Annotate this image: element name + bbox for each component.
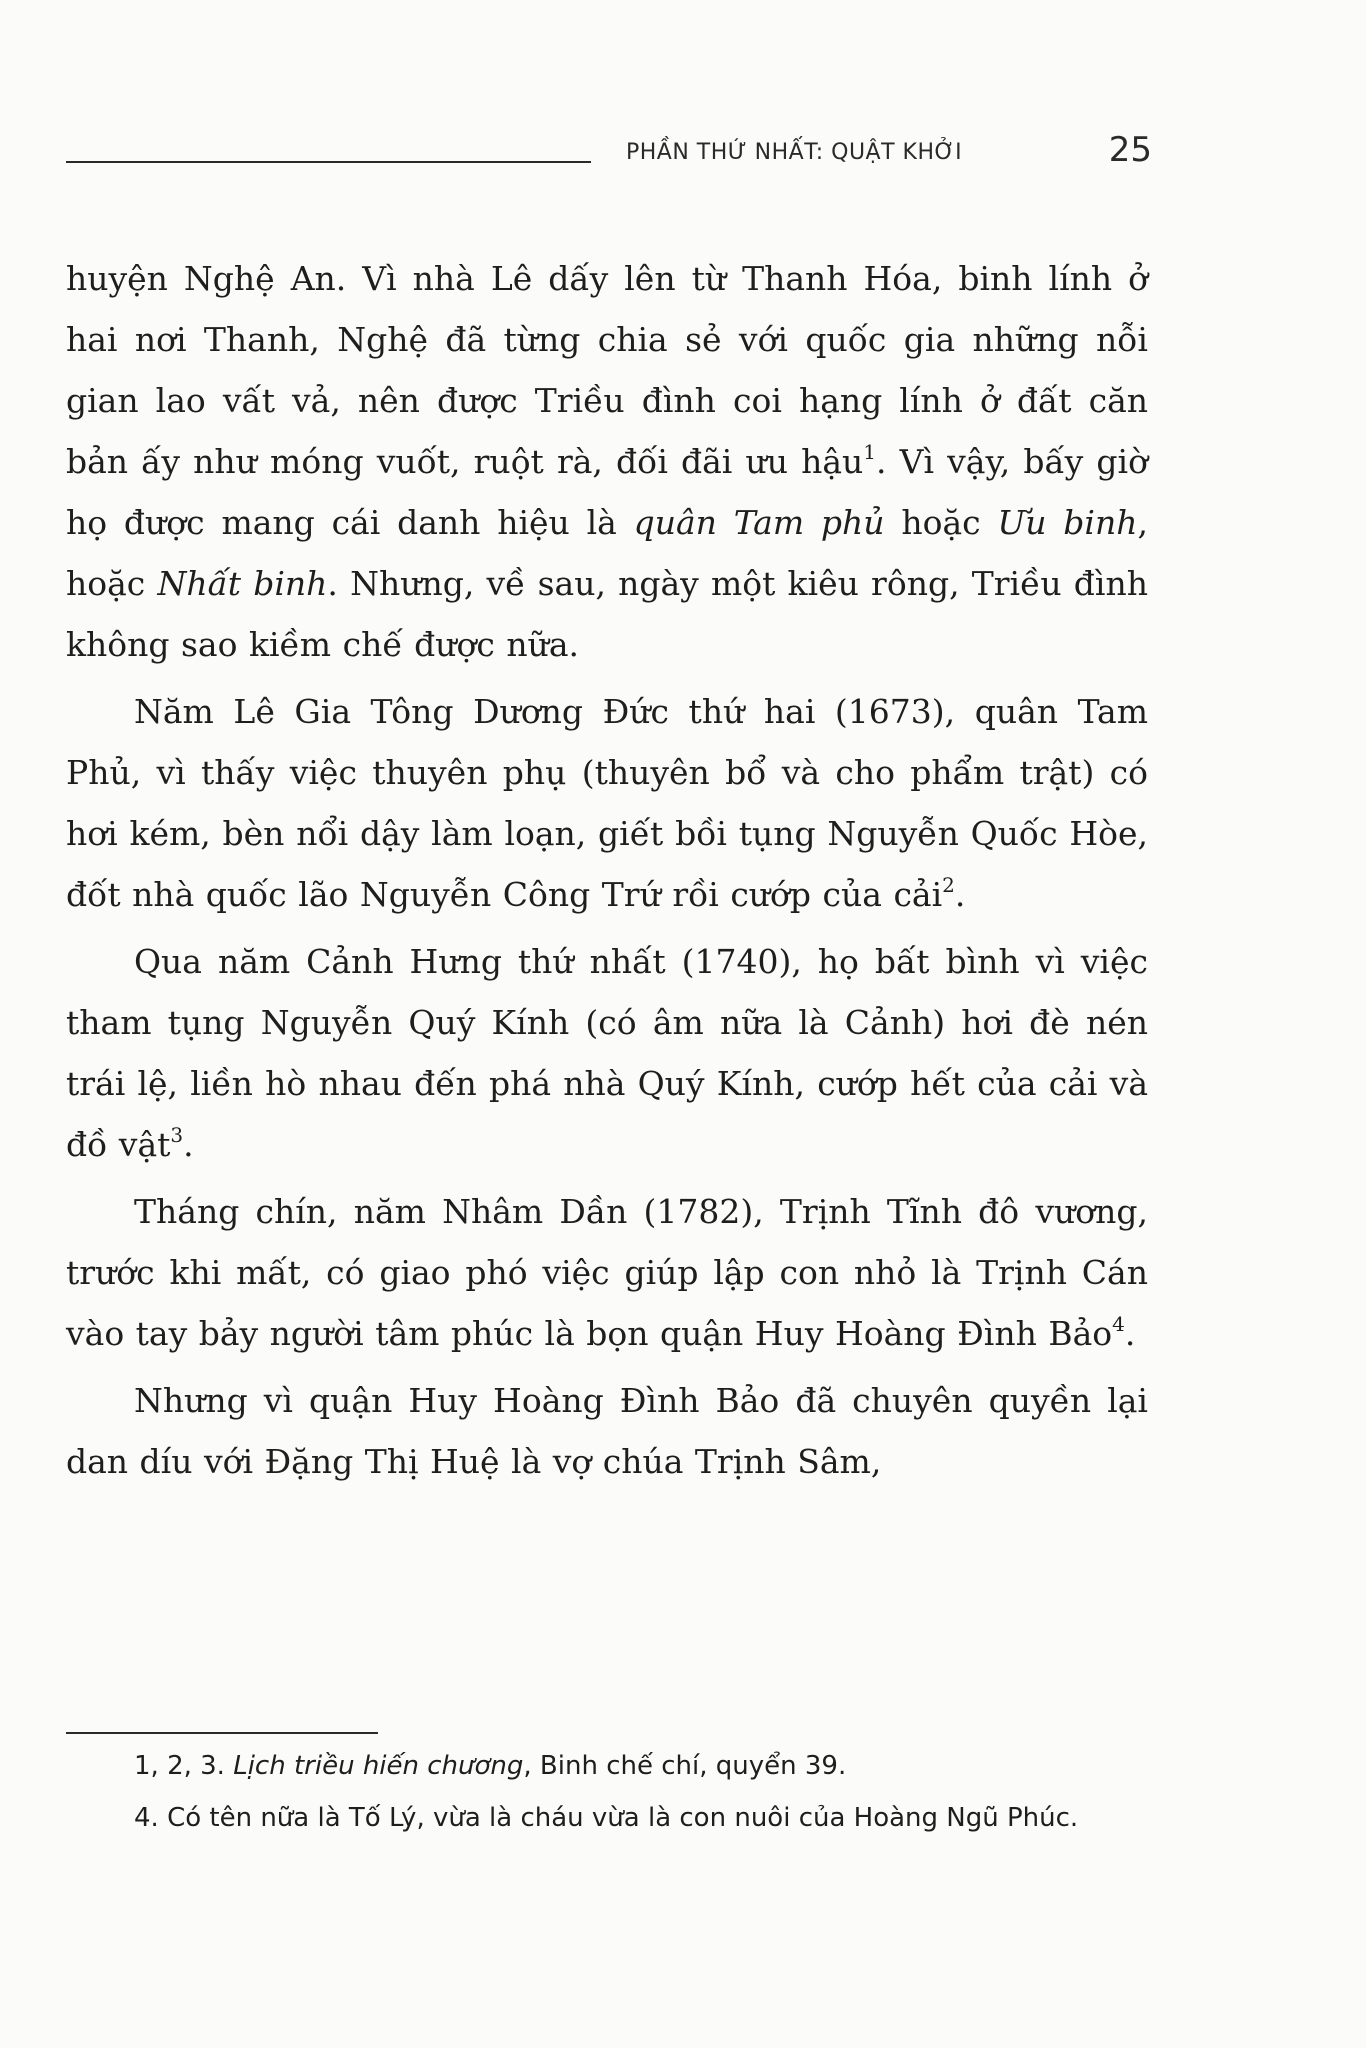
paragraph-3-text-a: Qua năm Cảnh Hưng thứ nhất (1740), họ bất bình vì việc tham tụng Nguyễn Quý Kính (có âm nữa là Cảnh) hơi đè nén trái lệ, liền hò nhau đến phá nhà Quý Kính, cướp hết của cải và đồ vật: [66, 942, 1148, 1164]
running-header: [66, 128, 1152, 178]
paragraph-4-text-b: .: [1124, 1314, 1136, 1353]
footnotes: [66, 1740, 1148, 1844]
paragraph-2: [66, 681, 1148, 925]
paragraph-5-text: Nhưng vì quận Huy Hoàng Đình Bảo đã chuyên quyền lại dan díu với Đặng Thị Huệ là vợ chúa Trịnh Sâm,: [66, 1381, 1148, 1481]
paragraph-1-text-b: . Vì vậy, bấy giờ họ được mang cái danh hiệu là: [66, 442, 1148, 542]
paragraph-1-text-a: huyện Nghệ An. Vì nhà Lê dấy lên từ Thanh Hóa, binh lính ở hai nơi Thanh, Nghệ đã từng chia sẻ với quốc gia những nỗi gian lao vất vả, nên được Triều đình coi hạng lính ở đất căn bản ấy như móng vuốt, ruột rà, đối đãi ưu hậu: [66, 259, 1148, 481]
footnote-ref-2: 2: [942, 873, 955, 897]
footnote-1-suffix: , Binh chế chí, quyển 39.: [523, 1751, 847, 1781]
paragraph-1-text-e: . Nhưng, về sau, ngày một kiêu rông, Triều đình không sao kiềm chế được nữa.: [66, 564, 1148, 664]
footnote-1-source-title: Lịch triều hiến chương: [233, 1751, 524, 1781]
paragraph-5: [66, 1370, 1148, 1492]
term-nhat-binh: Nhất binh: [157, 564, 328, 603]
body-text: [66, 248, 1148, 1492]
footnote-ref-3: 3: [170, 1123, 184, 1147]
term-uu-binh: Ưu binh: [997, 503, 1138, 542]
paragraph-1-text-c: hoặc: [884, 503, 998, 542]
footnote-1-prefix: 1, 2, 3.: [134, 1751, 234, 1781]
paragraph-1: [66, 248, 1148, 675]
footnote-ref-1: 1: [863, 440, 877, 464]
footnote-1-2-3: [66, 1740, 1148, 1792]
paragraph-3-text-b: .: [183, 1125, 194, 1164]
footnote-ref-4: 4: [1112, 1312, 1125, 1336]
term-quan-tam-phu: quân Tam phủ: [633, 503, 885, 542]
paragraph-2-text-b: .: [954, 875, 966, 914]
chapter-title: PHẦN THỨ NHẤT: QUẬT KHỞI: [626, 140, 963, 165]
paragraph-2-text-a: Năm Lê Gia Tông Dương Đức thứ hai (1673), quân Tam Phủ, vì thấy việc thuyên phụ (thuyên bổ và cho phẩm trật) có hơi kém, bèn nổi dậy làm loạn, giết bồi tụng Nguyễn Quốc Hòe, đốt nhà quốc lão Nguyễn Công Trứ rồi cướp của cải: [66, 692, 1148, 914]
page-number: 25: [1108, 130, 1152, 170]
footnote-separator: [66, 1732, 378, 1734]
header-rule: [66, 161, 591, 163]
paragraph-4: [66, 1181, 1148, 1364]
paragraph-3: [66, 931, 1148, 1175]
footnote-4: 4. Có tên nữa là Tố Lý, vừa là cháu vừa là con nuôi của Hoàng Ngũ Phúc.: [134, 1803, 1079, 1833]
paragraph-4-text-a: Tháng chín, năm Nhâm Dần (1782), Trịnh Tĩnh đô vương, trước khi mất, có giao phó việc giúp lập con nhỏ là Trịnh Cán vào tay bảy người tâm phúc là bọn quận Huy Hoàng Đình Bảo: [66, 1192, 1148, 1353]
paragraph-1-text-d: , hoặc: [66, 503, 1148, 603]
